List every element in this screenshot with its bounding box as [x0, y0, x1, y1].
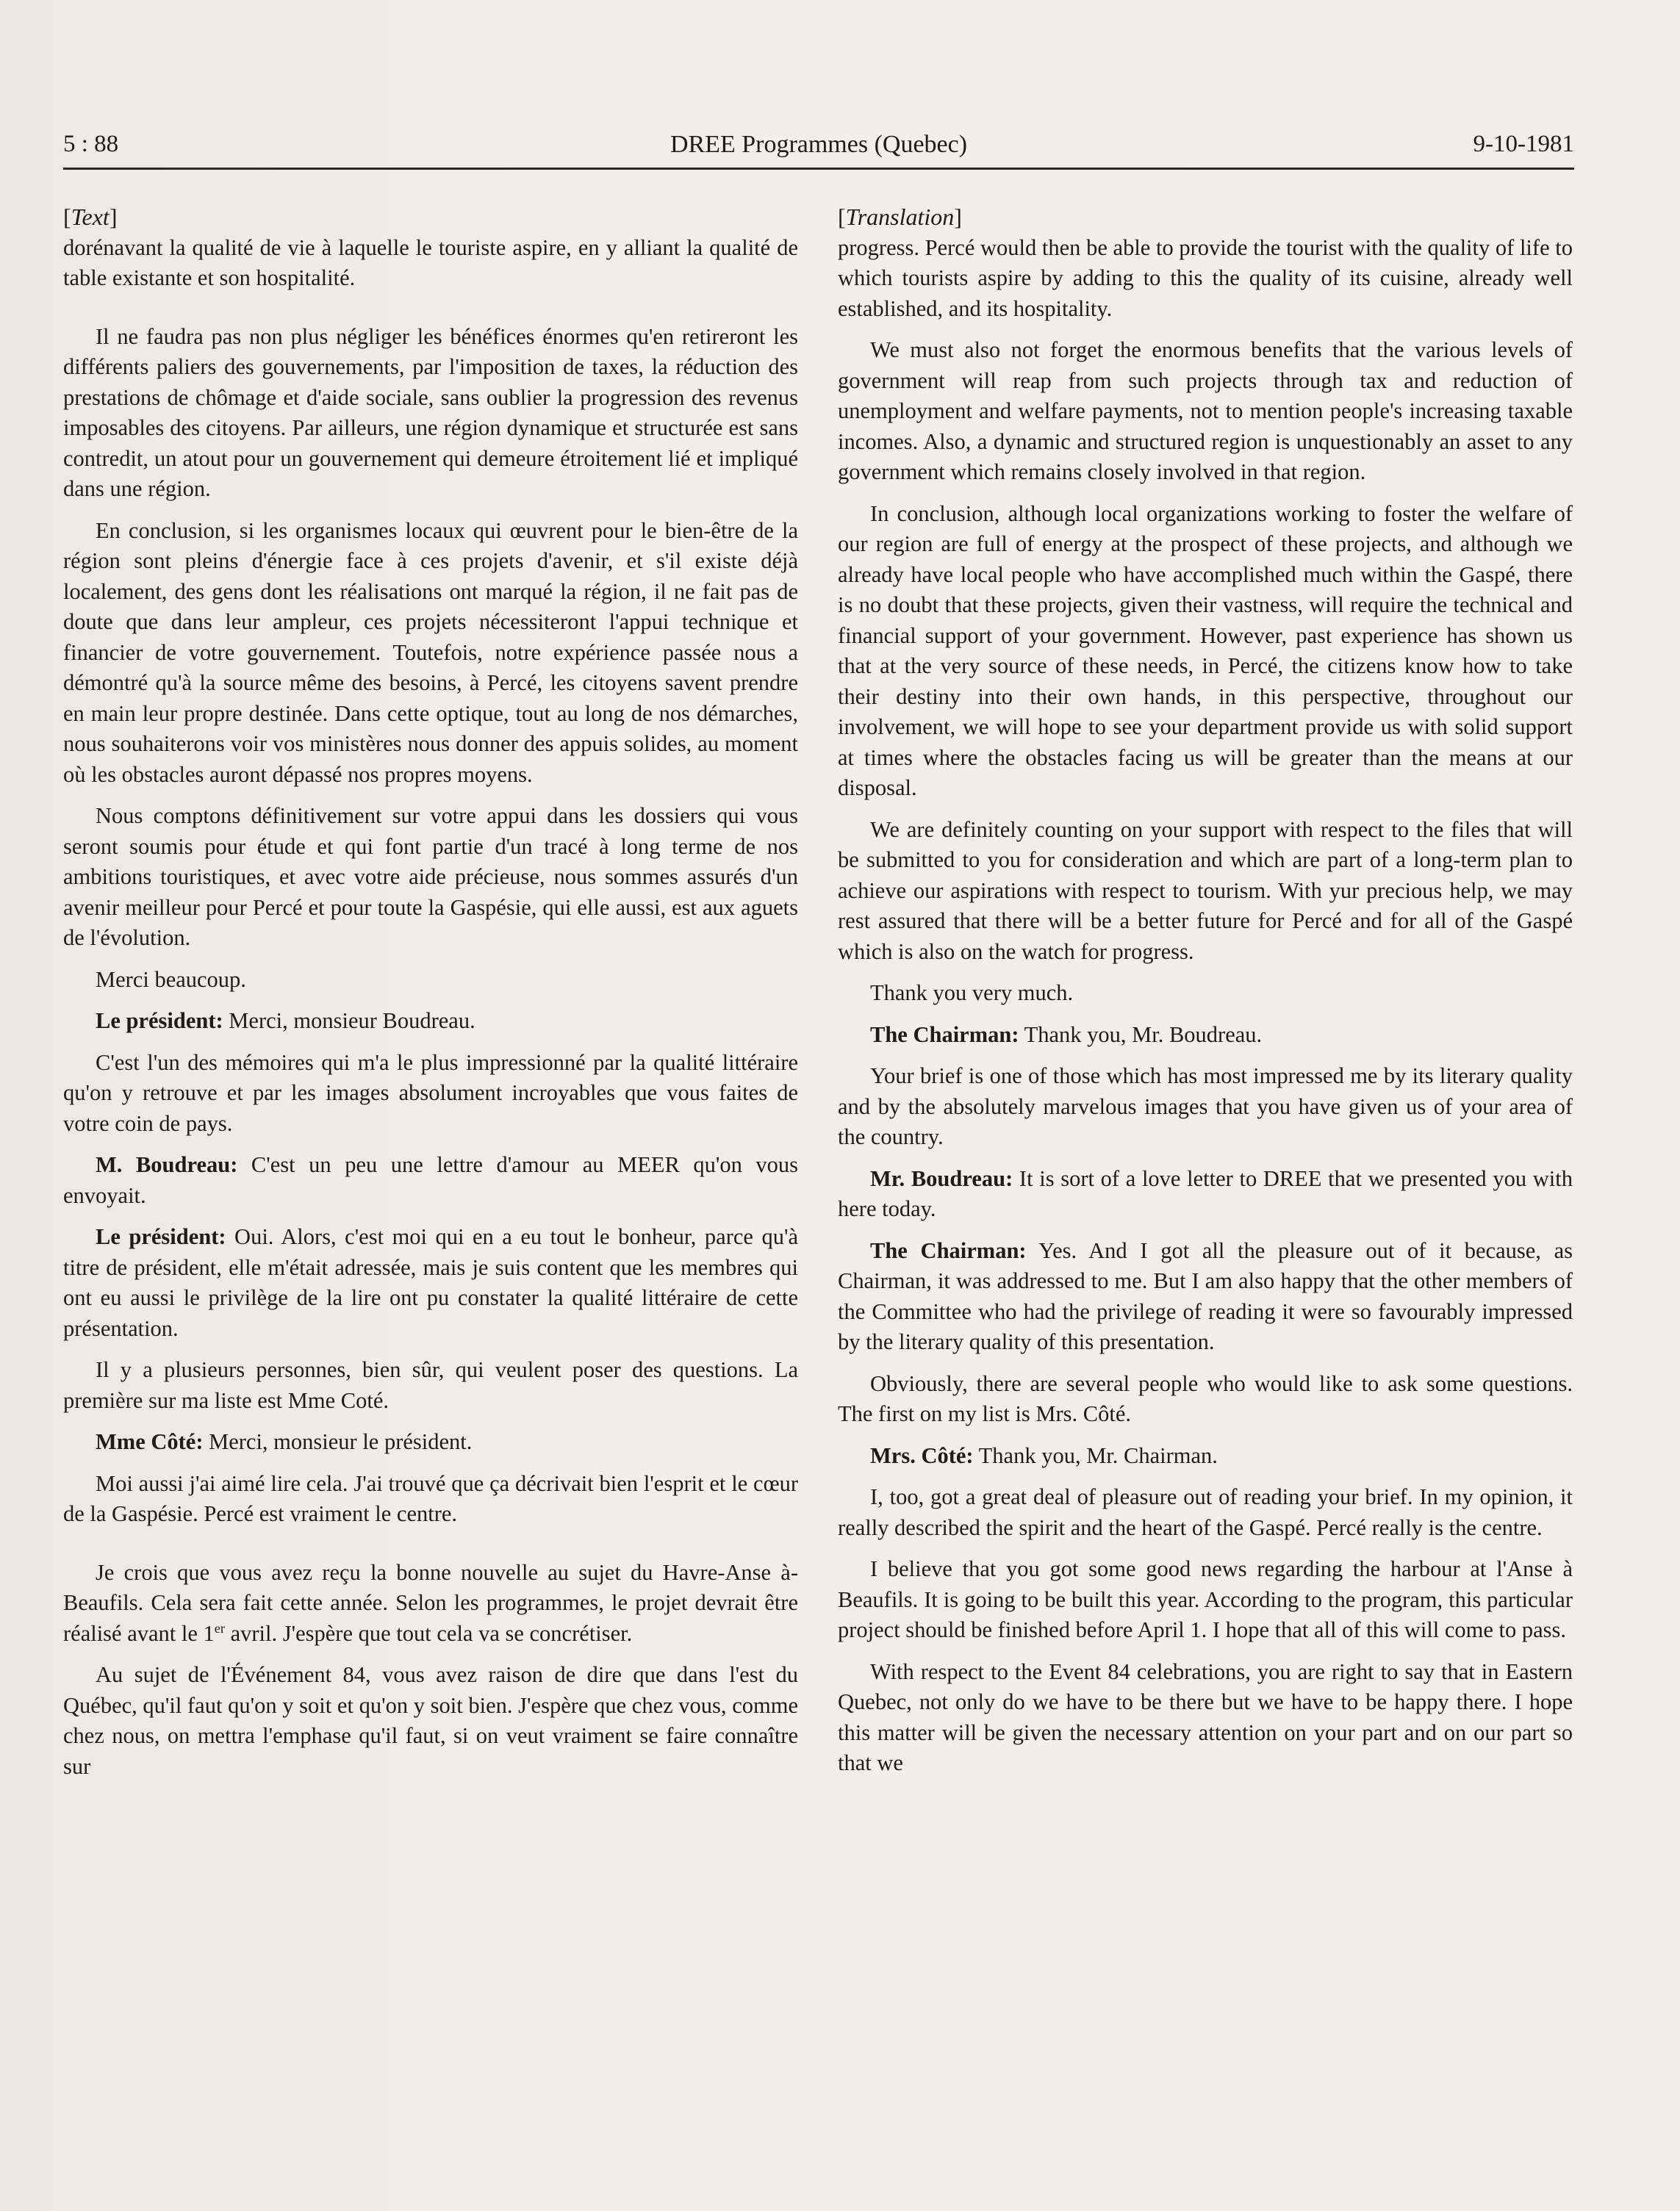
- paragraph: Obviously, there are several people who would like to ask some questions. The first on my list is Mrs. Côté.: [838, 1370, 1573, 1426]
- speaker-paragraph: Mme Côté: Merci, monsieur le président.: [96, 1429, 473, 1454]
- paragraph: Thank you very much.: [870, 980, 1074, 1005]
- speaker-name: Le président:: [96, 1008, 223, 1033]
- speaker-paragraph: Le président: Oui. Alors, c'est moi qui en a eu tout le bonheur, parce qu'à titre de président, elle m'était adressée, mais je suis content que les membres qui ont eu aussi le privilège de la lire ont pu constater la qualité littéraire de cette présentation.: [63, 1224, 798, 1341]
- header-rule: [63, 168, 1574, 170]
- paragraph: With respect to the Event 84 celebrations, you are right to say that in Eastern Quebec, not only do we have to be there but we have to be happy there. I hope this matter will be given the necessary attention on your part and on our part so that we: [838, 1658, 1573, 1775]
- paragraph: Il y a plusieurs personnes, bien sûr, qui veulent poser des questions. La première sur ma liste est Mme Coté.: [63, 1357, 798, 1413]
- paragraph: Je crois que vous avez reçu la bonne nouvelle au sujet du Havre-Anse à-Beaufils. Cela sera fait cette année. Selon les programmes, le projet devrait être réalisé avant le 1er avril. J'espère que tout cela va se concrétiser.: [63, 1559, 798, 1646]
- column-label-translation: [Translation]: [838, 204, 962, 230]
- speaker-name: The Chairman:: [870, 1237, 1027, 1263]
- speaker-name: Mme Côté:: [96, 1429, 204, 1454]
- page-header: [63, 125, 1574, 169]
- paragraph: Il ne faudra pas non plus négliger les bénéfices énormes qu'en retireront les différents paliers des gouvernements, par l'imposition de taxes, la réduction des prestations de chômage et d'aide sociale, sans oublier la progression des revenus imposables des citoyens. Par ailleurs, une région dynamique et structurée est sans contredit, un atout pour un gouvernement qui demeure étroitement lié et impliqué dans une région.: [63, 323, 798, 501]
- speaker-name: Mrs. Côté:: [870, 1442, 974, 1468]
- paragraph: Au sujet de l'Événement 84, vous avez raison de dire que dans l'est du Québec, qu'il faut qu'on y soit et qu'on y soit bien. J'espère que chez vous, comme chez nous, on mettra l'emphase qu'il faut, si on veut vraiment se faire connaître sur: [63, 1662, 798, 1779]
- speaker-paragraph: Le président: Merci, monsieur Boudreau.: [96, 1008, 475, 1033]
- paragraph: dorénavant la qualité de vie à laquelle le touriste aspire, en y alliant la qualité de table existante et son hospitalité.: [63, 234, 798, 290]
- paragraph: I believe that you got some good news regarding the harbour at l'Anse à Beaufils. It is going to be built this year. According to the program, this particular project should be finished before April 1. I hope that all of this will come to pass.: [838, 1556, 1573, 1642]
- paragraph: progress. Percé would then be able to provide the tourist with the quality of life to which tourists aspire by adding to this the quality of its cuisine, already well established, and its hospitality.: [838, 234, 1573, 321]
- paragraph: We must also not forget the enormous benefits that the various levels of government will reap from such projects through tax and reduction of unemployment and welfare payments, not to mention people's increasing taxable incomes. Also, a dynamic and structured region is unquestionably an asset to any government which remains closely involved in that region.: [838, 337, 1573, 484]
- paragraph: C'est l'un des mémoires qui m'a le plus impressionné par la qualité littéraire qu'on y retrouve et par les images absolument incroyables que vous faites de votre coin de pays.: [63, 1049, 798, 1136]
- right-column-english: [838, 202, 1573, 1790]
- paragraph: Your brief is one of those which has most impressed me by its literary quality and by the absolutely marvelous images that you have given us of your area of the country.: [838, 1063, 1573, 1149]
- speaker-paragraph: The Chairman: Yes. And I got all the pleasure out of it because, as Chairman, it was addressed to me. But I am also happy that the other members of the Committee who had the privilege of reading it were so favourably impressed by the literary quality of this presentation.: [838, 1237, 1573, 1354]
- paragraph: I, too, got a great deal of pleasure out of reading your brief. In my opinion, it really described the spirit and the heart of the Gaspé. Percé really is the centre.: [838, 1484, 1573, 1540]
- running-title: DREE Programmes (Quebec): [670, 131, 968, 158]
- speaker-paragraph: The Chairman: Thank you, Mr. Boudreau.: [870, 1021, 1263, 1047]
- speaker-paragraph: Mrs. Côté: Thank you, Mr. Chairman.: [870, 1442, 1218, 1468]
- speaker-name: M. Boudreau:: [96, 1152, 238, 1177]
- paragraph: En conclusion, si les organismes locaux qui œuvrent pour le bien-être de la région sont pleins d'énergie face à ces projets d'avenir, et s'il existe déjà localement, des gens dont les réalisations ont marqué la région, il ne fait pas de doute que dans leur ampleur, ces projets nécessiteront l'appui technique et financier de votre gouvernement. Toutefois, notre expérience passée nous a démontré qu'à la source même des besoins, à Percé, les citoyens savent prendre en main leur propre destinée. Dans cette optique, tout au long de nos démarches, nous souhaiterons voir vos ministères nous donner des appuis solides, au moment où les obstacles auront dépassé nos propres moyens.: [63, 517, 798, 787]
- speaker-name: Le président:: [96, 1224, 226, 1249]
- speaker-name: The Chairman:: [870, 1021, 1019, 1047]
- left-column-french: [63, 202, 798, 1793]
- paragraph: Merci beaucoup.: [96, 966, 246, 992]
- speaker-name: Mr. Boudreau:: [870, 1165, 1013, 1191]
- speaker-paragraph: Mr. Boudreau: It is sort of a love letter to DREE that we presented you with here today.: [838, 1165, 1573, 1221]
- page-number: 5 : 88: [63, 131, 119, 157]
- paragraph: Nous comptons définitivement sur votre appui dans les dossiers qui vous seront soumis pour étude et qui font partie d'un tracé à long terme de nos ambitions touristiques, et avec votre aide précieuse, nous sommes assurés d'un avenir meilleur pour Percé et pour toute la Gaspésie, qui elle aussi, est aux aguets de l'évolution.: [63, 803, 798, 950]
- header-date: 9-10-1981: [1473, 131, 1574, 157]
- paragraph: Moi aussi j'ai aimé lire cela. J'ai trouvé que ça décrivait bien l'esprit et le cœur de la Gaspésie. Percé est vraiment le centre.: [63, 1470, 798, 1526]
- column-label-text: [Text]: [63, 204, 118, 230]
- paragraph: We are definitely counting on your support with respect to the files that will be submitted to you for consideration and which are part of a long-term plan to achieve our aspirations with respect to tourism. With yur precious help, we may rest assured that there will be a better future for Percé and for all of the Gaspé which is also on the watch for progress.: [838, 816, 1573, 964]
- paragraph: In conclusion, although local organizations working to foster the welfare of our region are full of energy at the prospect of these projects, and although we already have local people who have accomplished much within the Gaspé, there is no doubt that these projects, given their vastness, will require the technical and financial support of your government. However, past experience has shown us that at the very source of these needs, in Percé, the citizens know how to take their destiny into their own hands, in this perspective, throughout our involvement, we will hope to see your department provide us with solid support at times where the obstacles facing us will be greater than the means at our disposal.: [838, 500, 1573, 800]
- speaker-paragraph: M. Boudreau: C'est un peu une lettre d'amour au MEER qu'on vous envoyait.: [63, 1152, 798, 1208]
